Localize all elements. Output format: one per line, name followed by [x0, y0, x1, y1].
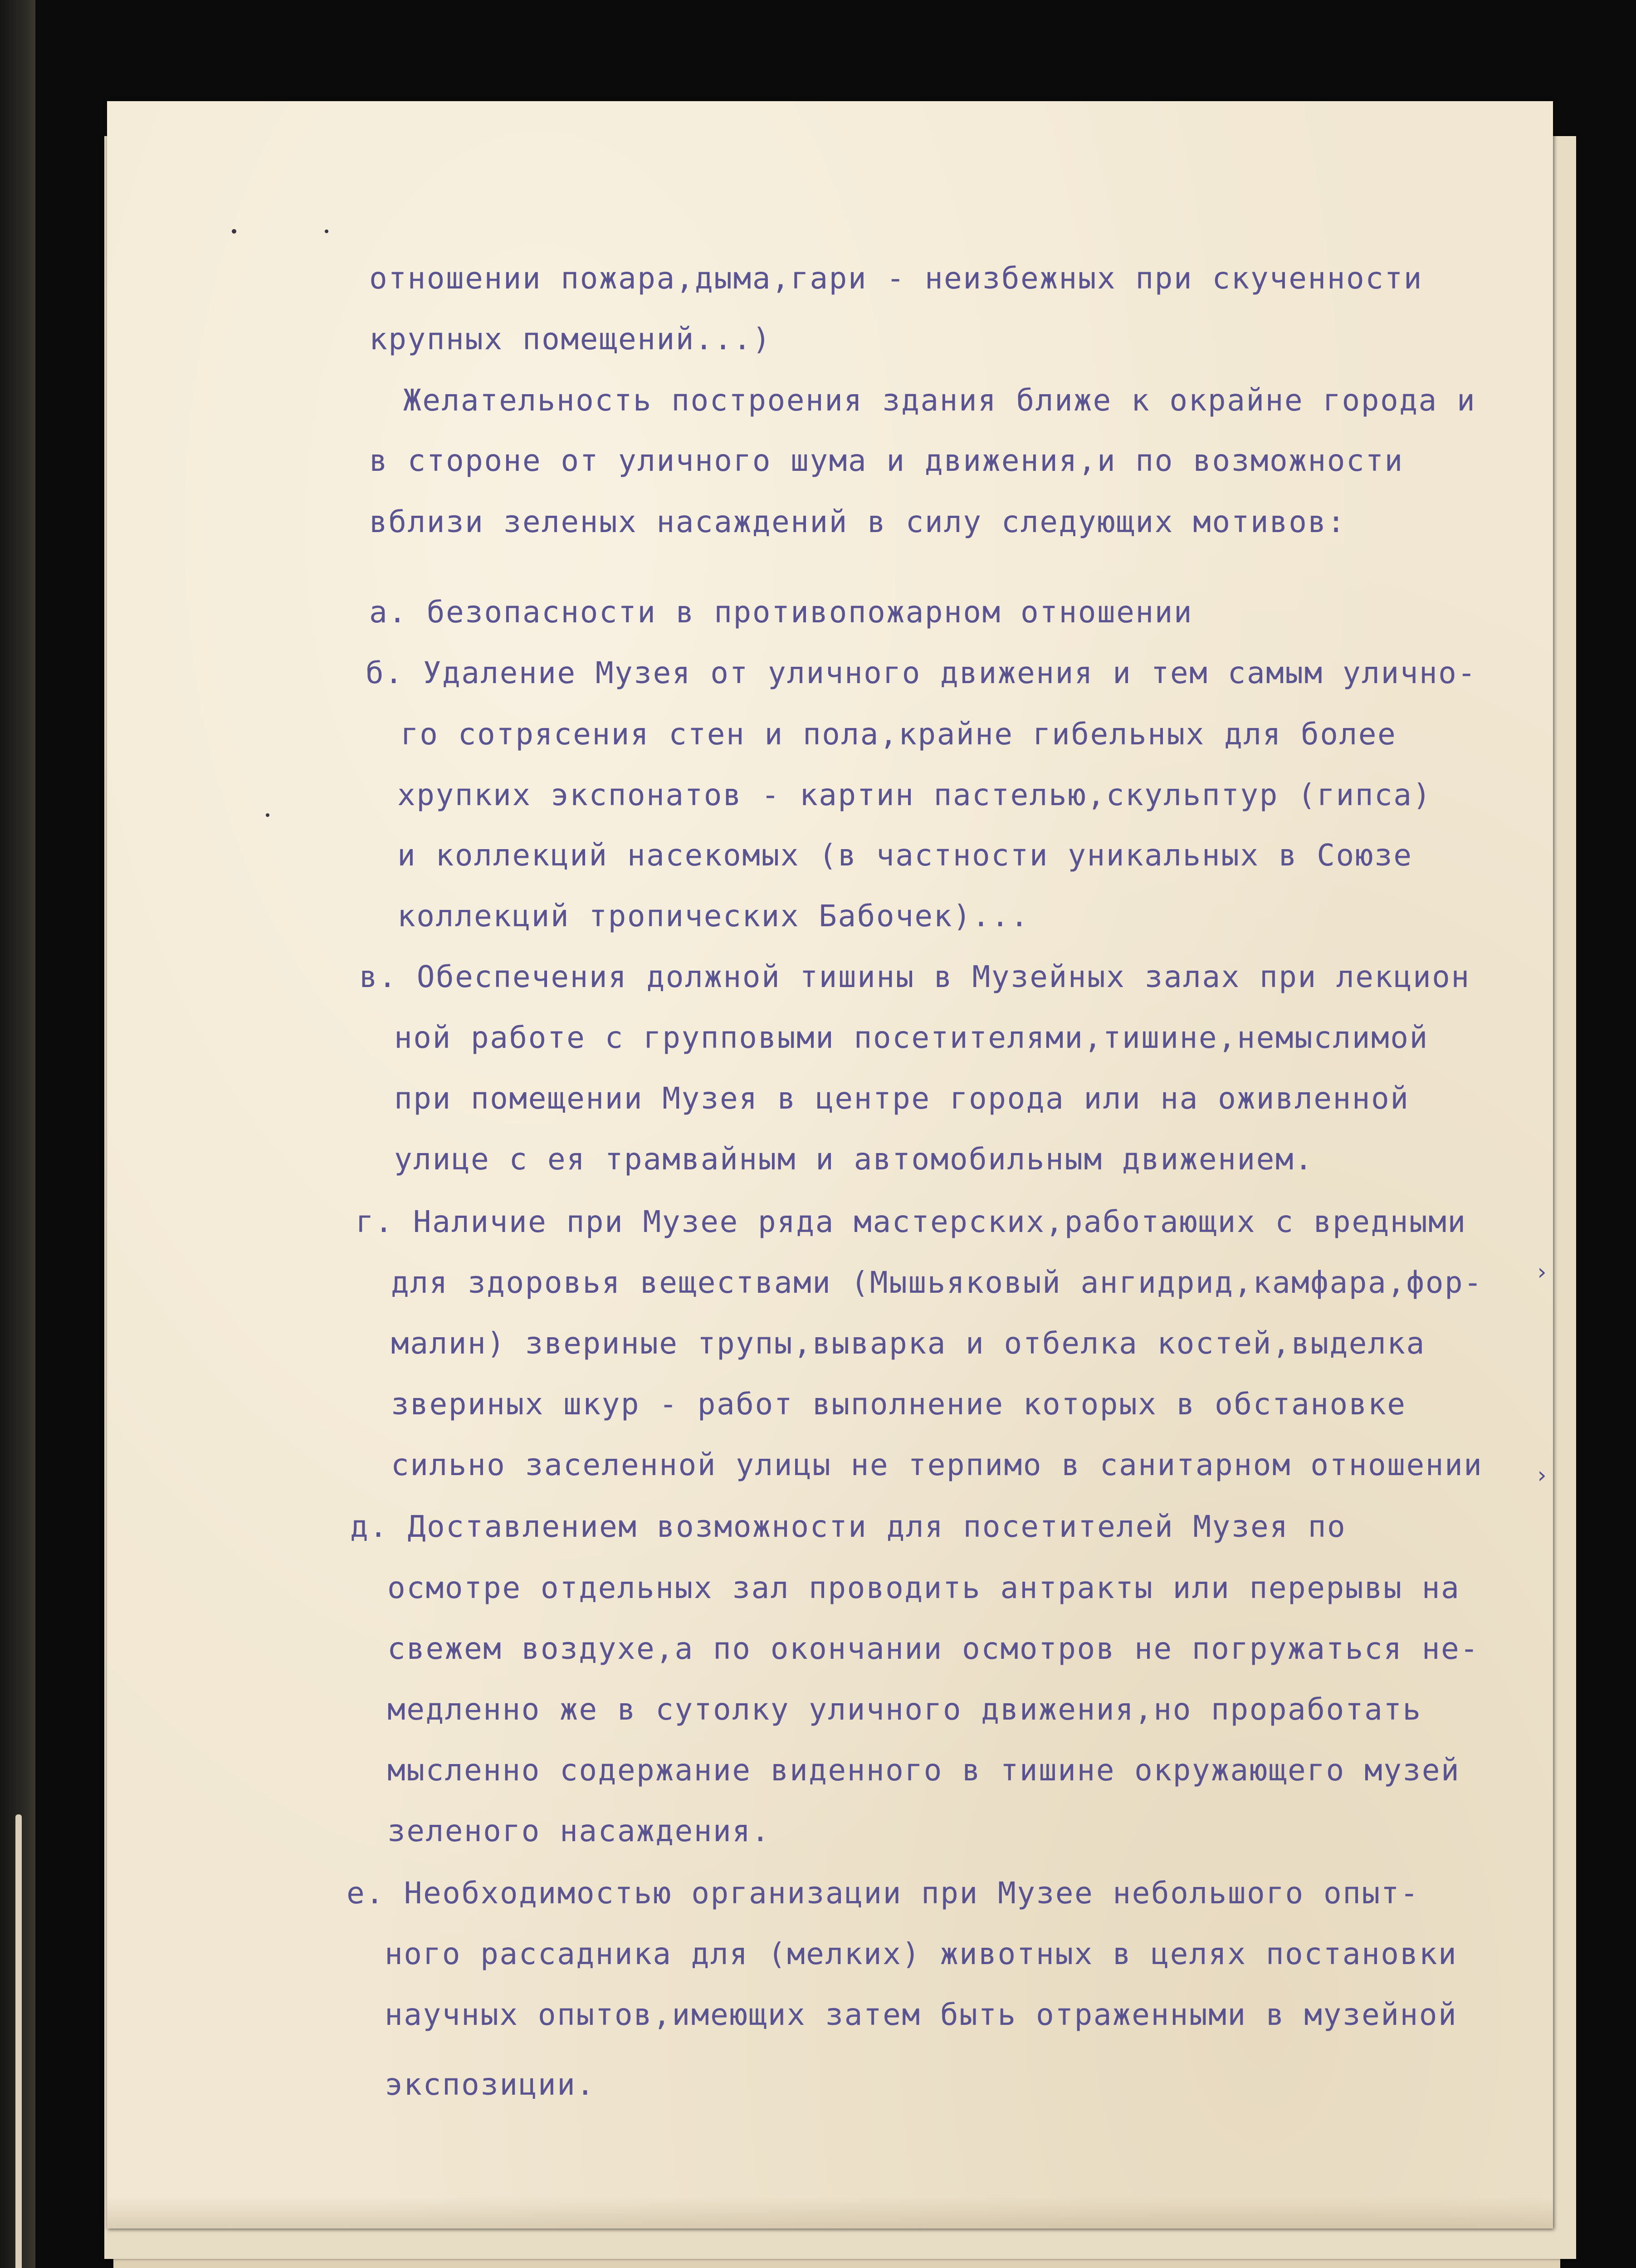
- doc-line-5: вблизи зеленых насаждений в силу следующих мотивов:: [369, 504, 1347, 539]
- doc-line-22: осмотре отдельных зал проводить антракты или перерывы на: [387, 1570, 1460, 1605]
- doc-line-14: при помещении Музея в центре города или на оживленной: [394, 1081, 1410, 1116]
- left-background-strip: [0, 0, 35, 2268]
- margin-mark: ›: [1535, 1462, 1549, 1488]
- paper-speck: [232, 229, 236, 234]
- page-bottom-shadow: [107, 2197, 1553, 2229]
- doc-line-19: звериных шкур - работ выполнение которых в обстановке: [391, 1387, 1406, 1422]
- typewritten-page: [107, 101, 1553, 2229]
- paper-speck: [325, 230, 328, 233]
- paper-speck: [266, 813, 269, 817]
- doc-line-6: а. безопасности в противопожарном отношении: [369, 595, 1193, 630]
- doc-line-3: Желательность построения здания ближе к окрайне города и: [403, 383, 1476, 418]
- adjacent-page-edge: [15, 1814, 22, 2268]
- margin-mark: ›: [1535, 1259, 1549, 1285]
- doc-line-21: д. Доставлением возможности для посетителей Музея по: [350, 1509, 1347, 1544]
- doc-line-24: медленно же в сутолку уличного движения,но проработать: [387, 1692, 1422, 1727]
- doc-line-9: хрупких экспонатов - картин пастелью,скульптур (гипса): [397, 777, 1432, 812]
- doc-line-1: отношении пожара,дыма,гари - неизбежных при скученности: [369, 261, 1423, 296]
- doc-line-7: б. Удаление Музея от уличного движения и тем самым улично-: [366, 655, 1477, 690]
- doc-line-30: экспозиции.: [385, 2067, 596, 2102]
- doc-line-23: свежем воздухе,а по окончании осмотров не погружаться не-: [387, 1631, 1480, 1666]
- doc-line-27: е. Необходимостью организации при Музее небольшого опыт-: [347, 1876, 1420, 1911]
- doc-line-18: малин) звериные трупы,выварка и отбелка костей,выделка: [391, 1326, 1426, 1361]
- doc-line-17: для здоровья веществами (Мышьяковый ангидрид,камфара,фор-: [391, 1265, 1483, 1300]
- doc-line-2: крупных помещений...): [369, 322, 772, 357]
- doc-line-4: в стороне от уличного шума и движения,и по возможности: [369, 443, 1404, 478]
- doc-line-15: улице с ея трамвайным и автомобильным движением.: [394, 1142, 1314, 1177]
- doc-line-20: сильно заселенной улицы не терпимо в санитарном отношении: [391, 1447, 1483, 1482]
- doc-line-13: ной работе с групповыми посетителями,тишине,немыслимой: [394, 1020, 1429, 1055]
- doc-line-10: и коллекций насекомых (в частности уникальных в Союзе: [397, 838, 1413, 873]
- doc-line-28: ного рассадника для (мелких) животных в целях постановки: [385, 1936, 1458, 1971]
- doc-line-29: научных опытов,имеющих затем быть отраженными в музейной: [385, 1997, 1458, 2032]
- doc-line-11: коллекций тропических Бабочек)...: [397, 899, 1030, 934]
- doc-line-25: мысленно содержание виденного в тишине окружающего музей: [387, 1753, 1460, 1788]
- doc-line-16: г. Наличие при Музее ряда мастерских,работающих с вредными: [356, 1204, 1467, 1239]
- doc-line-26: зеленого насаждения.: [387, 1813, 771, 1848]
- doc-line-8: го сотрясения стен и пола,крайне гибельных для более: [400, 717, 1397, 752]
- doc-line-12: в. Обеспечения должной тишины в Музейных залах при лекцион: [359, 959, 1470, 994]
